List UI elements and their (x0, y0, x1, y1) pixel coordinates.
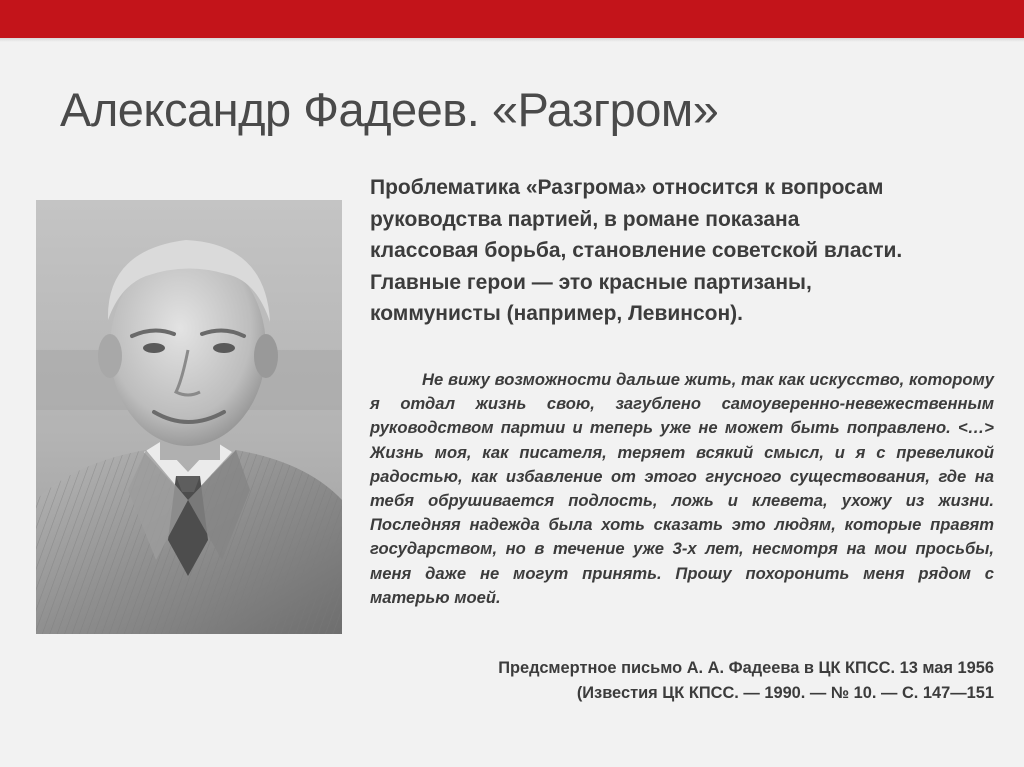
slide-title: Александр Фадеев. «Разгром» (60, 83, 719, 136)
top-accent-bar (0, 0, 1024, 38)
intro-paragraph: Проблематика «Разгрома» относится к вопросам руководства партией, в романе показана классовая борьба, становление советской власти. Главные герои — это красные партизаны, коммунисты (например, Левинсон). (370, 176, 903, 325)
citation-line-1: Предсмертное письмо А. А. Фадеева в ЦК КПСС. 13 мая 1956 (498, 659, 994, 677)
top-bar-shadow (0, 38, 1024, 42)
citation-line-2: (Известия ЦК КПСС. — 1990. — № 10. — С. 147—151 (576, 684, 994, 702)
quote-citation (370, 656, 994, 706)
portrait-illustration (36, 200, 342, 634)
quote-paragraph: Не вижу возможности дальше жить, так как искусство, которому я отдал жизнь свою, загублено самоуверенно-невежественным руководством партии и теперь уже не может быть поправлено. <…> Жизнь моя, как писателя, теряет всякий смысл, и я с превеликой радостью, как избавление от этого гнусного существования, где на тебя обрушивается подлость, ложь и клевета, ухожу из жизни. Последняя надежда была хоть сказать это людям, которые правят государством, но в течение уже 3-х лет, несмотря на мои просьбы, меня даже не могут принять. Прошу похоронить меня рядом с матерью моей. (370, 370, 994, 607)
portrait-photo (36, 200, 342, 634)
